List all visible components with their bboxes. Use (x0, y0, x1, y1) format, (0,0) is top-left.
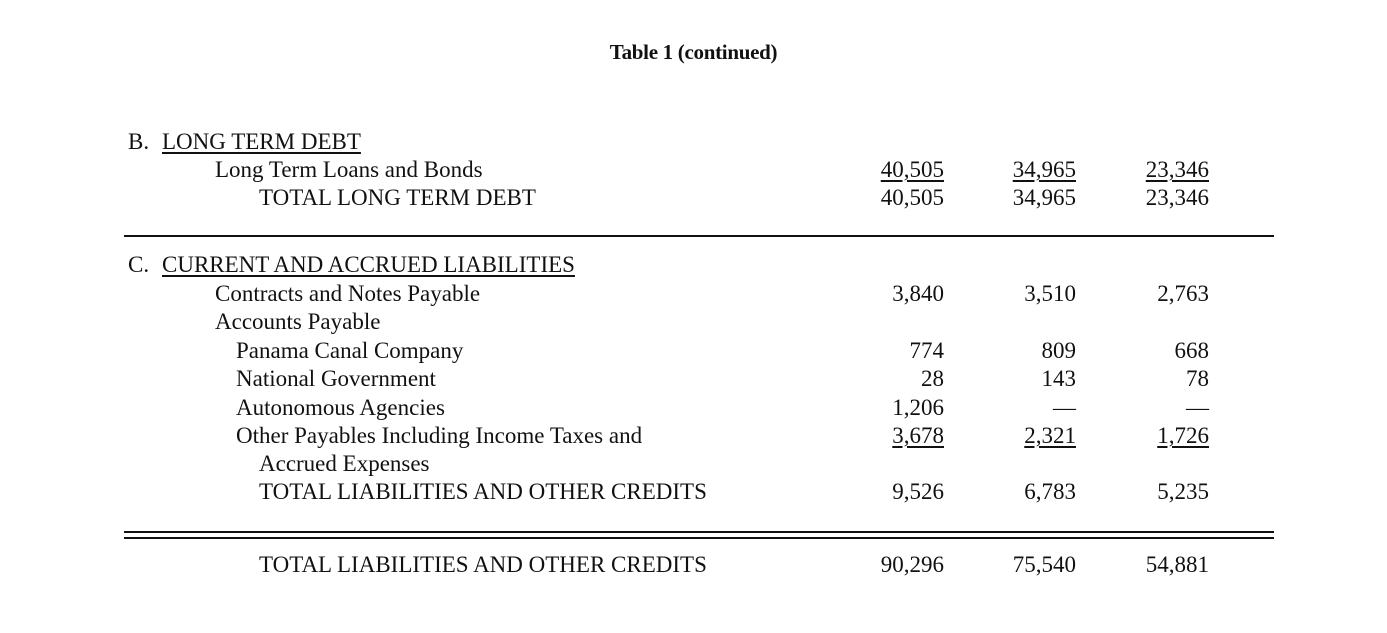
double-rule-bottom (124, 537, 1274, 539)
value-col3: 23,346 (1145, 157, 1209, 182)
value-col3: 54,881 (1145, 552, 1209, 577)
table-row (0, 364, 1387, 393)
row-label: TOTAL LIABILITIES AND OTHER CREDITS (259, 479, 707, 504)
value-col1: 28 (921, 366, 944, 391)
row-label: Long Term Loans and Bonds (215, 157, 483, 182)
table-row-total (0, 477, 1387, 506)
value-col2: 75,540 (1012, 552, 1076, 577)
row-label: Accounts Payable (215, 309, 381, 334)
table-row (0, 336, 1387, 365)
value-col1: 90,296 (880, 552, 944, 577)
section-c-letter: C. (128, 252, 150, 277)
value-col3: 5,235 (1157, 479, 1209, 504)
section-b-header (0, 127, 1387, 156)
grand-total-row (0, 550, 1387, 579)
value-col1: 40,505 (880, 185, 944, 210)
row-label: Panama Canal Company (236, 338, 464, 363)
row-label-continuation: Accrued Expenses (259, 451, 430, 476)
value-col1: 774 (909, 338, 944, 363)
row-label: TOTAL LONG TERM DEBT (259, 185, 536, 210)
section-c-name: CURRENT AND ACCRUED LIABILITIES (162, 252, 575, 277)
row-label: National Government (236, 366, 436, 391)
value-col1: 40,505 (880, 157, 944, 182)
value-col3: 78 (1186, 366, 1209, 391)
table-row-continuation (0, 449, 1387, 478)
table-row-total (0, 183, 1387, 212)
table-row (0, 421, 1387, 450)
value-col2: 6,783 (1024, 479, 1076, 504)
table-row (0, 307, 1387, 336)
row-label: Autonomous Agencies (236, 395, 445, 420)
value-col2: 143 (1041, 366, 1076, 391)
value-col3: — (1186, 395, 1209, 420)
value-col2: — (1053, 395, 1076, 420)
value-col1: 9,526 (892, 479, 944, 504)
table-title: Table 1 (continued) (609, 40, 778, 64)
value-col3: 1,726 (1157, 423, 1209, 448)
table-row (0, 155, 1387, 184)
table-row (0, 279, 1387, 308)
row-label: Other Payables Including Income Taxes and (236, 423, 643, 448)
section-c-header (0, 250, 1387, 279)
value-col2: 34,965 (1012, 157, 1076, 182)
value-col3: 23,346 (1145, 185, 1209, 210)
value-col1: 3,840 (892, 281, 944, 306)
value-col2: 809 (1041, 338, 1076, 363)
value-col3: 668 (1174, 338, 1209, 363)
section-b-letter: B. (128, 129, 150, 154)
double-rule-top (124, 531, 1274, 533)
value-col2: 2,321 (1024, 423, 1076, 448)
value-col1: 3,678 (892, 423, 944, 448)
value-col3: 2,763 (1157, 281, 1209, 306)
value-col1: 1,206 (892, 395, 944, 420)
section-divider (124, 235, 1274, 237)
row-label: TOTAL LIABILITIES AND OTHER CREDITS (259, 552, 707, 577)
value-col2: 3,510 (1024, 281, 1076, 306)
value-col2: 34,965 (1012, 185, 1076, 210)
row-label: Contracts and Notes Payable (215, 281, 481, 306)
table-row (0, 393, 1387, 422)
section-b-name: LONG TERM DEBT (162, 129, 361, 154)
